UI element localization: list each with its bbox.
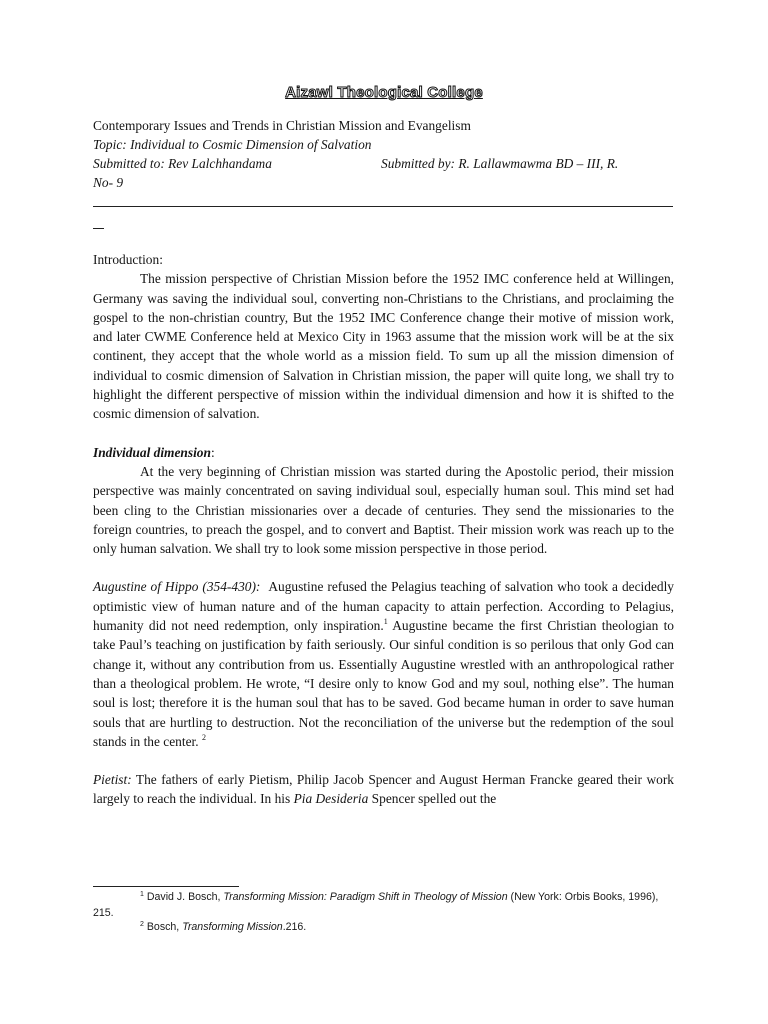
header-divider-tail xyxy=(93,228,104,229)
pietist-text-1: The fathers of early Pietism, Philip Jacob Spencer and August Herman Francke geared their work largely to reach the individual. In his xyxy=(93,772,674,807)
footnote-ref-1[interactable]: 1 xyxy=(383,617,388,627)
intro-heading: Introduction: xyxy=(93,252,163,267)
roll-number: No- 9 xyxy=(93,175,124,190)
augustine-text-1: Augustine refused the Pelagius teaching of salvation who took a decidedly optimistic view of human nature and of the human capacity to attain perfection. According to Pelagius, humanity did not need redemption, only inspiration. xyxy=(93,579,674,634)
augustine-label: Augustine of Hippo (354-430): xyxy=(93,579,261,595)
submitted-to: Submitted to: Rev Lalchhandama xyxy=(93,156,272,171)
pietist-paragraph xyxy=(93,770,674,809)
header-divider xyxy=(93,206,673,207)
augustine-paragraph xyxy=(93,577,674,751)
footnote-2 xyxy=(93,920,675,936)
footnote-1-title: Transforming Mission: Paradigm Shift in Theology of Mission xyxy=(223,891,508,903)
paragraph-gap xyxy=(93,424,674,443)
footnote-2-post: .216. xyxy=(282,921,307,933)
footnote-1-pre: David J. Bosch, xyxy=(146,891,224,903)
footnote-divider xyxy=(93,886,239,887)
footnote-2-number: 2 xyxy=(140,921,144,928)
course-title: Contemporary Issues and Trends in Christian Mission and Evangelism xyxy=(93,118,471,133)
footnote-1-number: 1 xyxy=(140,891,144,898)
individual-heading-colon: : xyxy=(210,444,215,460)
intro-paragraph: The mission perspective of Christian Mission before the 1952 IMC conference held at Willingen, Germany was saving the individual soul, converting non-Christians to the Christians, and proclaiming the gospel to the non-christian country, But the 1952 IMC Conference change their motive of mission work, and later CWME Conference held at Mexico City in 1963 assume that the mission work will be at the six continent, they accept that the whole world as a mission field. To sum up all the mission dimension of individual to cosmic dimension of Salvation in Christian mission, the paper will quite long, we shall try to highlight the different perspective of mission within the individual dimension and how it is shifted to the cosmic dimension of salvation. xyxy=(93,271,674,422)
footnote-2-pre: Bosch, xyxy=(146,921,183,933)
augustine-text-2: Augustine became the first Christian theologian to take Paul’s teaching on justification by faith seriously. Our sinful condition is so perilous that only God can change it, without any contribution from us. Essentially Augustine wrestled with an anthropological rather than a theological problem. He wrote, “I desire only to know God and my soul, nothing else”. The human soul is lost; therefore it is the human soul that has to be saved. God became human in order to save human souls that are hurtling to destruction. Not the reconciliation of the universe but the redemption of the soul stands in the center. xyxy=(93,618,674,749)
submitted-by: Submitted by: R. Lallawmawma BD – III, R. xyxy=(381,156,619,171)
topic-line: Topic: Individual to Cosmic Dimension of Salvation xyxy=(93,137,372,152)
submission-line xyxy=(93,154,683,173)
college-title: Aizawl Theological College xyxy=(285,84,483,101)
individual-heading-text: Individual dimension xyxy=(93,444,211,460)
individual-paragraph: At the very beginning of Christian mission was started during the Apostolic period, their mission perspective was mainly concentrated on saving individual soul, especially human soul. This mind set had been cling to the Christian missionaries over a decade of centuries. They send the missionaries to the foreign countries, to preach the gospel, and to convert and Baptist. Their mission work was reach up to the only human salvation. We shall try to look some mission perspective in those period. xyxy=(93,463,674,557)
pietist-label: Pietist: xyxy=(93,772,132,788)
pietist-text-2: Spencer spelled out the xyxy=(368,791,497,807)
paragraph-gap xyxy=(93,751,674,770)
footnote-1-post: (New York: Orbis Books, 1996), 215. xyxy=(93,891,659,919)
individual-heading xyxy=(93,443,674,462)
footnote-1 xyxy=(93,890,675,921)
document-body xyxy=(93,250,674,809)
footnote-ref-2[interactable]: 2 xyxy=(201,732,206,742)
paragraph-gap xyxy=(93,558,674,577)
footnote-2-title: Transforming Mission xyxy=(182,921,283,933)
pietist-book-title: Pia Desideria xyxy=(293,791,369,807)
